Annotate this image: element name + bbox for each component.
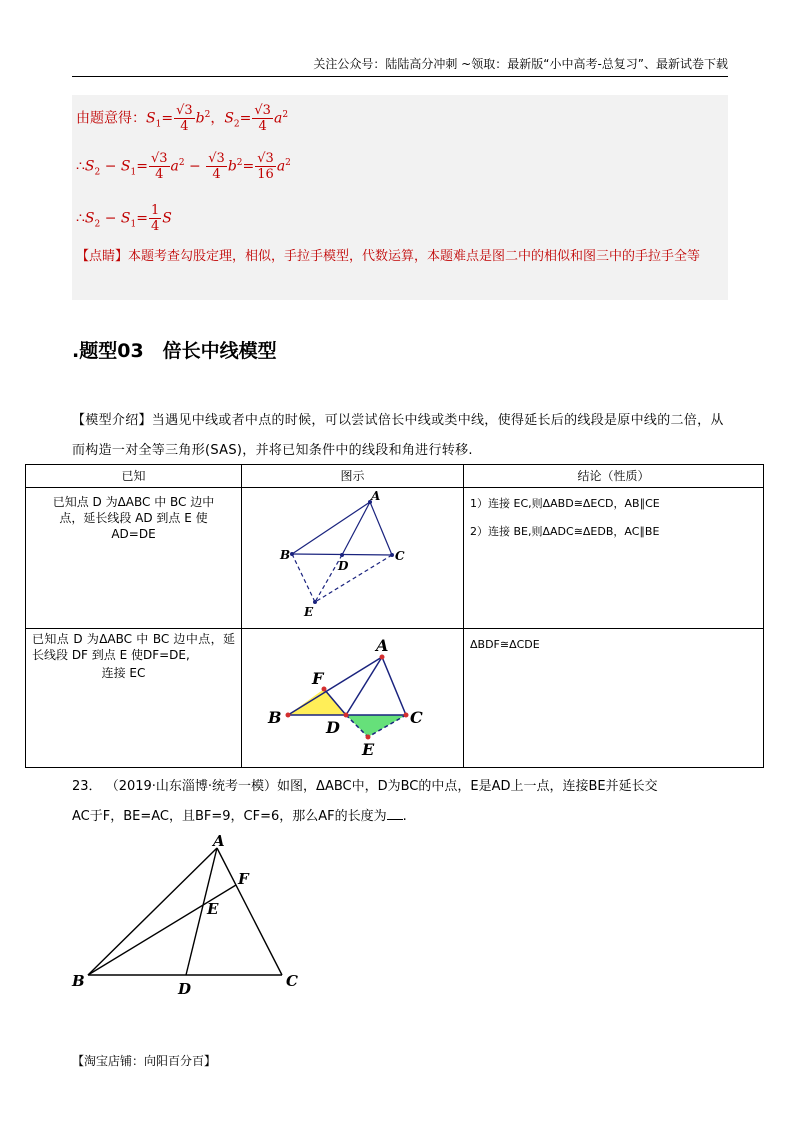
label-a: A: [376, 636, 389, 655]
label-b: B: [72, 972, 85, 990]
segment-ad: [346, 657, 382, 715]
label-e: E: [362, 740, 375, 759]
segment-ac: [370, 502, 392, 555]
label-b: B: [280, 548, 291, 562]
row2-condition: 已知点 D 为ΔABC 中 BC 边中点，延长线段 DF 到点 E 使DF=DE, 连接 EC: [26, 629, 242, 768]
label-b: B: [268, 708, 282, 727]
question-line-2: AC于F，BE=AC，且BF=9，CF=6，那么AF的长度为 .: [72, 809, 407, 824]
label-e: E: [207, 900, 219, 918]
row1-conclusion: [464, 488, 764, 629]
model-table: [25, 464, 764, 768]
segment-ac: [382, 657, 406, 715]
question-23: [72, 772, 732, 832]
therefore-symbol: ∴: [76, 158, 85, 175]
segment-ab: [88, 848, 217, 975]
page-footer: 【淘宝店铺：向阳百分百】: [72, 1054, 217, 1068]
segment-be: [292, 554, 315, 602]
segment-bf: [88, 885, 236, 975]
row2-figure: [242, 629, 464, 768]
label-c: C: [286, 972, 298, 990]
label-e: E: [304, 605, 314, 619]
point-b: [286, 713, 291, 718]
solution-prefix-1: 由题意得：: [76, 110, 146, 127]
solution-line-2: $\therefore S_2 - S_1=$ $\frac{√3}{4}$ $a^2$ − $\frac{√3}{4}$ $b^2=$ $\frac{√3}{16}$ $a^2$: [76, 151, 291, 182]
point-e: [313, 600, 317, 604]
page-header: 关注公众号：陆陆高分冲刺 ~领取：最新版“小中高考-总复习”、最新试卷下载: [72, 56, 728, 77]
solution-tip: 【点睛】本题考查勾股定理，相似，手拉手模型，代数运算，本题难点是图二中的相似和图三中的手拉手全等: [76, 249, 701, 264]
header-known: 已知: [26, 465, 242, 488]
row1-condition: 已知点 D 为ΔABC 中 BC 边中点，延长线段 AD 到点 E 使AD=DE: [26, 488, 242, 629]
solution-line-1: 由题意得：$S_1=$ $\frac{√3}{4}$ $b^2$，$S_2=$ $\frac{√3}{4}$ $a^2$: [76, 103, 289, 134]
point-c: [404, 713, 409, 718]
point-e: [366, 735, 371, 740]
point-d: [344, 713, 349, 718]
point-a: [380, 655, 385, 660]
segment-ce: [315, 555, 392, 602]
label-a: A: [213, 832, 225, 850]
row1-figure: [242, 488, 464, 629]
section-title: .题型03 倍长中线模型: [72, 340, 277, 362]
label-d: D: [326, 718, 340, 737]
point-d: [340, 553, 344, 557]
model-intro: 【模型介绍】当遇见中线或者中点的时候，可以尝试倍长中线或类中线，使得延长后的线段是原中线的二倍，从而构造一对全等三角形(SAS)，并将已知条件中的线段和角进行转移.: [72, 413, 724, 458]
segment-ab: [292, 502, 370, 554]
row2-conclusion: ΔBDF≅ΔCDE: [464, 629, 764, 768]
label-c: C: [395, 549, 405, 563]
row2-diagram: [242, 629, 462, 763]
label-f: F: [238, 870, 249, 888]
question-line-1: 23． （2019·山东淄博·统考一模）如图，ΔABC中，D为BC的中点，E是AD上一点，连接BE并延长交: [72, 779, 658, 794]
solution-box: [72, 95, 728, 300]
label-a: A: [371, 489, 381, 503]
triangle-bdf-fill: [288, 689, 346, 715]
point-c: [390, 553, 394, 557]
label-c: C: [410, 708, 423, 727]
header-figure: 图示: [242, 465, 464, 488]
answer-blank[interactable]: [387, 807, 403, 820]
header-conclusion: 结论（性质）: [464, 465, 764, 488]
solution-line-3: $\therefore S_2 - S_1=$ $\frac{1}{4}$ S: [76, 203, 172, 234]
question-23-diagram: [60, 832, 320, 1002]
row1-diagram: [242, 488, 462, 624]
row1-conclusion-2: 2）连接 BE,则ΔADC≅ΔEDB，AC∥BE: [470, 525, 660, 538]
point-b: [290, 552, 294, 556]
row1-conclusion-1: 1）连接 EC,则ΔABD≅ΔECD，AB∥CE: [470, 497, 660, 510]
segment-ad: [342, 502, 370, 555]
segment-ac: [217, 848, 282, 975]
triangle-cde-fill: [346, 715, 406, 737]
label-d: D: [338, 559, 349, 573]
label-d: D: [178, 980, 192, 998]
therefore-symbol: ∴: [76, 210, 85, 227]
label-f: F: [312, 669, 324, 688]
